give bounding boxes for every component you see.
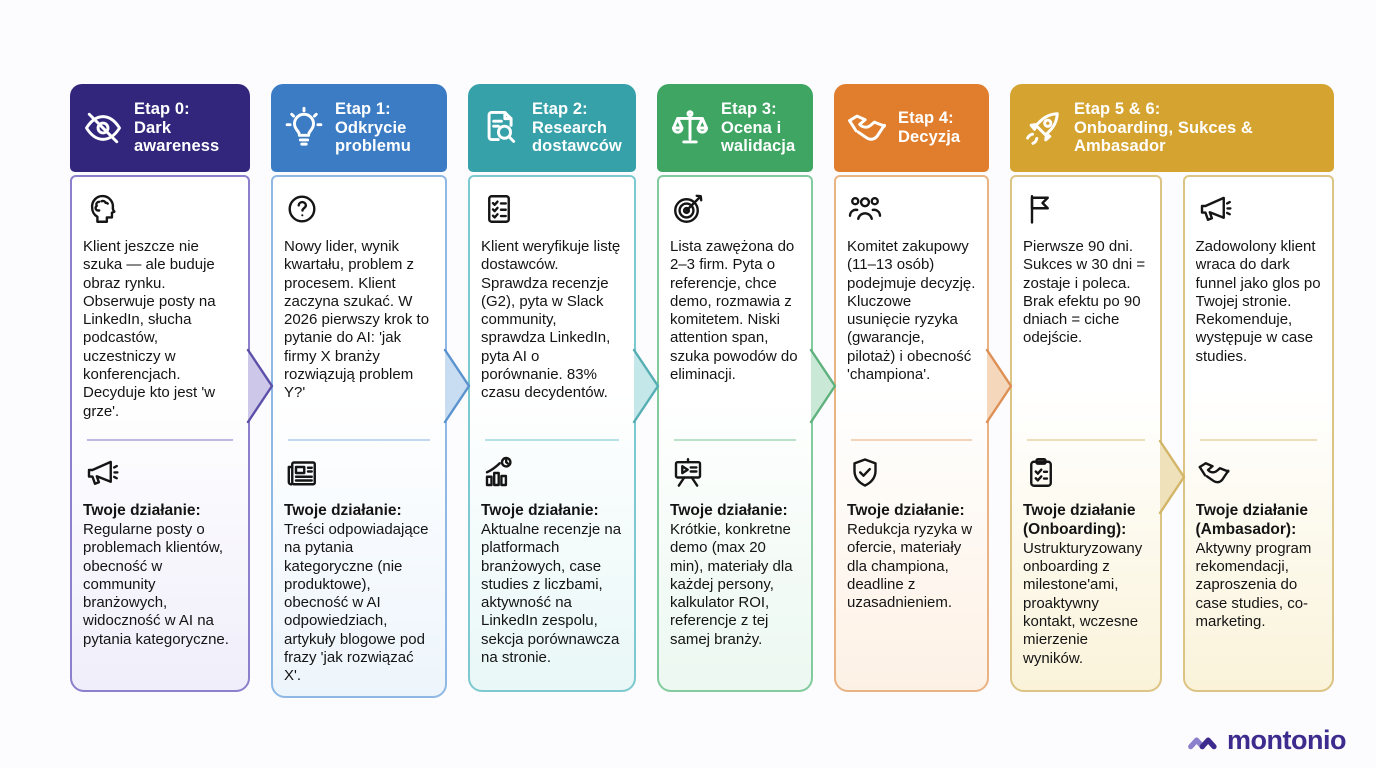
stage-header — [271, 84, 447, 172]
stage-action: Twoje działanie: Krótkie, konkretne demo (max 20 min), materiały dla każdej persony, kalkulator ROI, referencje z tej samej branży. — [670, 502, 793, 648]
divider — [674, 439, 796, 441]
question-circle-icon — [284, 191, 434, 232]
stage-description: Klient weryfikuje listę dostawców. Sprawdza recenzje (G2), pyta w Slack community, sprawdza LinkedIn, pyta AI o porównanie. 83% czasu decydentów. — [481, 238, 621, 402]
document-search-icon — [478, 106, 524, 150]
stage-action: Twoje działanie (Onboarding): Ustrukturyzowany onboarding z milestone'ami, proaktywny kontakt, wczesne mierzenie wyników. — [1023, 502, 1143, 667]
subcard-onboarding — [1010, 175, 1162, 692]
stage-description: Nowy lider, wynik kwartału, problem z procesem. Klient zaczyna szukać. W 2026 pierwszy krok to pytanie do AI: 'jak firmy X branży rozwiązują problem Y?' — [284, 238, 430, 402]
brain-icon — [83, 191, 237, 232]
megaphone-icon — [83, 455, 237, 496]
stage-title: Etap 2: Research dostawców — [532, 99, 622, 156]
rocket-icon — [1020, 106, 1066, 150]
lightbulb-icon — [281, 106, 327, 150]
stage-card — [1183, 175, 1335, 692]
shield-check-icon — [847, 455, 976, 496]
flag-icon — [1023, 191, 1149, 232]
divider — [1200, 439, 1318, 441]
stage-title: Etap 0: Dark awareness — [134, 99, 220, 156]
stage-card — [834, 175, 989, 692]
stage-action: Twoje działanie: Regularne posty o problemach klientów, obecność w community branżowych, widoczność w AI na pytania kategoryczne. — [83, 502, 229, 648]
stage-title: Etap 1: Odkrycie problemu — [335, 99, 411, 156]
stage-card — [468, 175, 636, 692]
handshake-icon — [844, 106, 890, 150]
stage-description: Zadowolony klient wraca do dark funnel jako glos po Twojej stronie. Rekomenduje, występuje w case studies. — [1195, 238, 1321, 365]
stage-arrow-icon — [443, 344, 473, 428]
stage-header — [70, 84, 250, 172]
stage-etap-1 — [271, 84, 447, 692]
stage-header — [1010, 84, 1334, 172]
handshake-icon — [1196, 455, 1322, 496]
stage-action: Twoje działanie: Redukcja ryzyka w ofercie, materiały dla championa, deadline z uzasadnieniem. — [847, 502, 973, 612]
stage-etap-3 — [657, 84, 813, 692]
stage-action: Twoje działanie: Aktualne recenzje na platformach branżowych, case studies z liczbami, aktywność na LinkedIn zespolu, sekcja porównawcza na stronie. — [481, 502, 622, 666]
people-group-icon — [847, 191, 976, 232]
divider — [87, 439, 233, 441]
newspaper-icon — [284, 455, 434, 496]
stage-card — [657, 175, 813, 692]
divider — [288, 439, 430, 441]
target-arrow-icon — [670, 191, 800, 232]
stage-description: Lista zawężona do 2–3 firm. Pyta o referencje, chce demo, rozmawia z komitetem. Niski attention span, szuka powodów do eliminacji. — [670, 238, 798, 384]
stage-etap-4 — [834, 84, 989, 692]
stage-arrow-icon — [632, 344, 662, 428]
chart-growth-icon — [481, 455, 623, 496]
eye-off-icon — [80, 106, 126, 150]
divider — [851, 439, 972, 441]
stage-title: Etap 4: Decyzja — [898, 109, 961, 146]
stage-title: Etap 5 & 6: Onboarding, Sukces & Ambasador — [1074, 99, 1253, 156]
stage-etap-2 — [468, 84, 636, 692]
divider — [485, 439, 619, 441]
stage-header — [657, 84, 813, 172]
stage-etap-5-6 — [1010, 84, 1334, 692]
stage-arrow-icon — [246, 344, 276, 428]
stage-arrow-icon — [809, 344, 839, 428]
stage-card — [1010, 175, 1162, 692]
stage-header — [468, 84, 636, 172]
stage-card — [70, 175, 250, 692]
stage-description: Klient jeszcze nie szuka — ale buduje obraz rynku. Obserwuje posty na LinkedIn, słucha podcastów, uczestniczy w konferencjach. Decyduje kto jest 'w grze'. — [83, 238, 216, 420]
brand-footer — [1184, 725, 1346, 756]
balance-scale-icon — [667, 106, 713, 150]
clipboard-check-icon — [1023, 455, 1149, 496]
stage-card — [271, 175, 447, 698]
stage-etap-0 — [70, 84, 250, 692]
stage-arrow-icon — [985, 344, 1015, 428]
stage-arrow-icon — [1158, 435, 1188, 519]
journey-board — [70, 84, 1334, 692]
presentation-icon — [670, 455, 800, 496]
divider — [1027, 439, 1145, 441]
stage-action: Twoje działanie (Ambasador): Aktywny program rekomendacji, zaproszenia do case studies, co-marketing. — [1195, 502, 1312, 630]
subcard-ambasador — [1183, 175, 1335, 692]
montonio-logo-icon — [1184, 726, 1222, 756]
stage-title: Etap 3: Ocena i walidacja — [721, 99, 796, 156]
stage-header — [834, 84, 989, 172]
brand-wordmark: montonio — [1227, 725, 1346, 755]
megaphone-icon — [1196, 191, 1322, 232]
stage-description: Pierwsze 90 dni. Sukces w 30 dni = zostaje i poleca. Brak efektu po 90 dniach = ciche odejście. — [1023, 238, 1146, 347]
checklist-icon — [481, 191, 623, 232]
stage-action: Twoje działanie: Treści odpowiadające na pytania kategoryczne (nie produktowe), obecność w AI odpowiedziach, artykuły blogowe pod frazy 'jak rozwiązać X'. — [284, 502, 429, 685]
stage-description: Komitet zakupowy (11–13 osób) podejmuje decyzję. Kluczowe usunięcie ryzyka (gwarancje, pilotaż) i obecność 'championa'. — [847, 238, 976, 384]
